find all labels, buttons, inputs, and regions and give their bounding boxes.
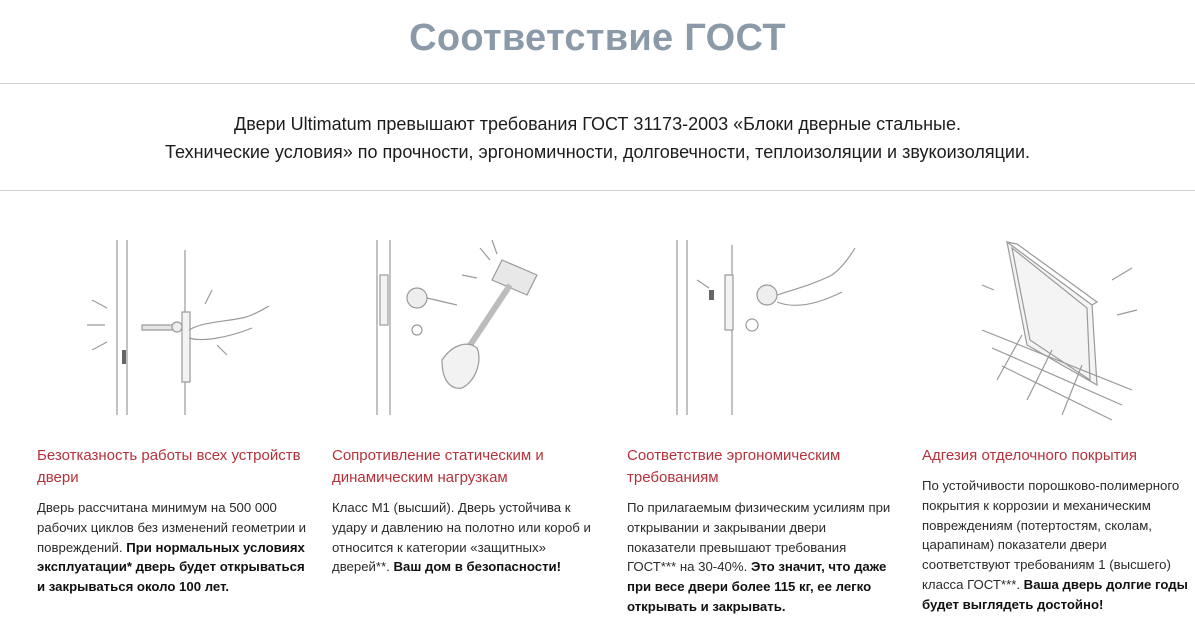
finger-handle-icon [627,230,887,430]
top-divider [0,83,1195,84]
door-coating-icon [922,230,1182,430]
feature-ergonomics [627,230,897,614]
page-title: Соответствие ГОСТ [409,17,786,59]
hammer-door-icon [332,230,592,430]
intro-line-1: Двери Ultimatum превышают требования ГОСТ 31173-2003 «Блоки дверные стальные. [234,114,961,134]
feature-reliability [37,230,307,595]
intro-line-2: Технические условия» по прочности, эргономичности, долговечности, теплоизоляции и звукоизоляции. [164,142,1031,162]
door-handle-hand-icon [37,230,297,430]
feature-heading: Соответствие эргономическим требованиям [627,447,841,486]
intro-text [0,110,1195,166]
feature-heading: Безотказность работы всех устройств двери [37,447,301,486]
bottom-divider [0,190,1195,191]
feature-description: Класс М1 (высший). Дверь устойчива к удару и давлению на полотно или короб и относится к категории «защитных» дверей**. Ваш дом в безопасности! [332,500,591,575]
feature-description: Дверь рассчитана минимум на 500 000 рабочих циклов без изменений геометрии и повреждений. При нормальных условиях эксплуатации* дверь будет открываться и закрываться около 100 лет. [37,500,307,595]
feature-description: По устойчивости порошково-полимерного покрытия к коррозии и механическим повреждениям (потертостям, сколам, царапинам) показатели двери соответствуют требованиям 1 (высшего) класса ГОСТ***. Ваша дверь долгие годы будет выглядеть достойно! [922,478,1188,612]
feature-coating-adhesion [922,230,1192,612]
feature-heading: Адгезия отделочного покрытия [922,447,1137,464]
feature-load-resistance [332,230,602,575]
feature-description: По прилагаемым физическим усилиям при открывании и закрывании двери показатели превышают требования ГОСТ*** на 30-40%. Это значит, что даже при весе двери более 115 кг, ее легко открывать и закрывать. [627,500,891,614]
title-band [0,0,1195,84]
feature-heading: Сопротивление статическим и динамическим нагрузкам [332,447,544,486]
